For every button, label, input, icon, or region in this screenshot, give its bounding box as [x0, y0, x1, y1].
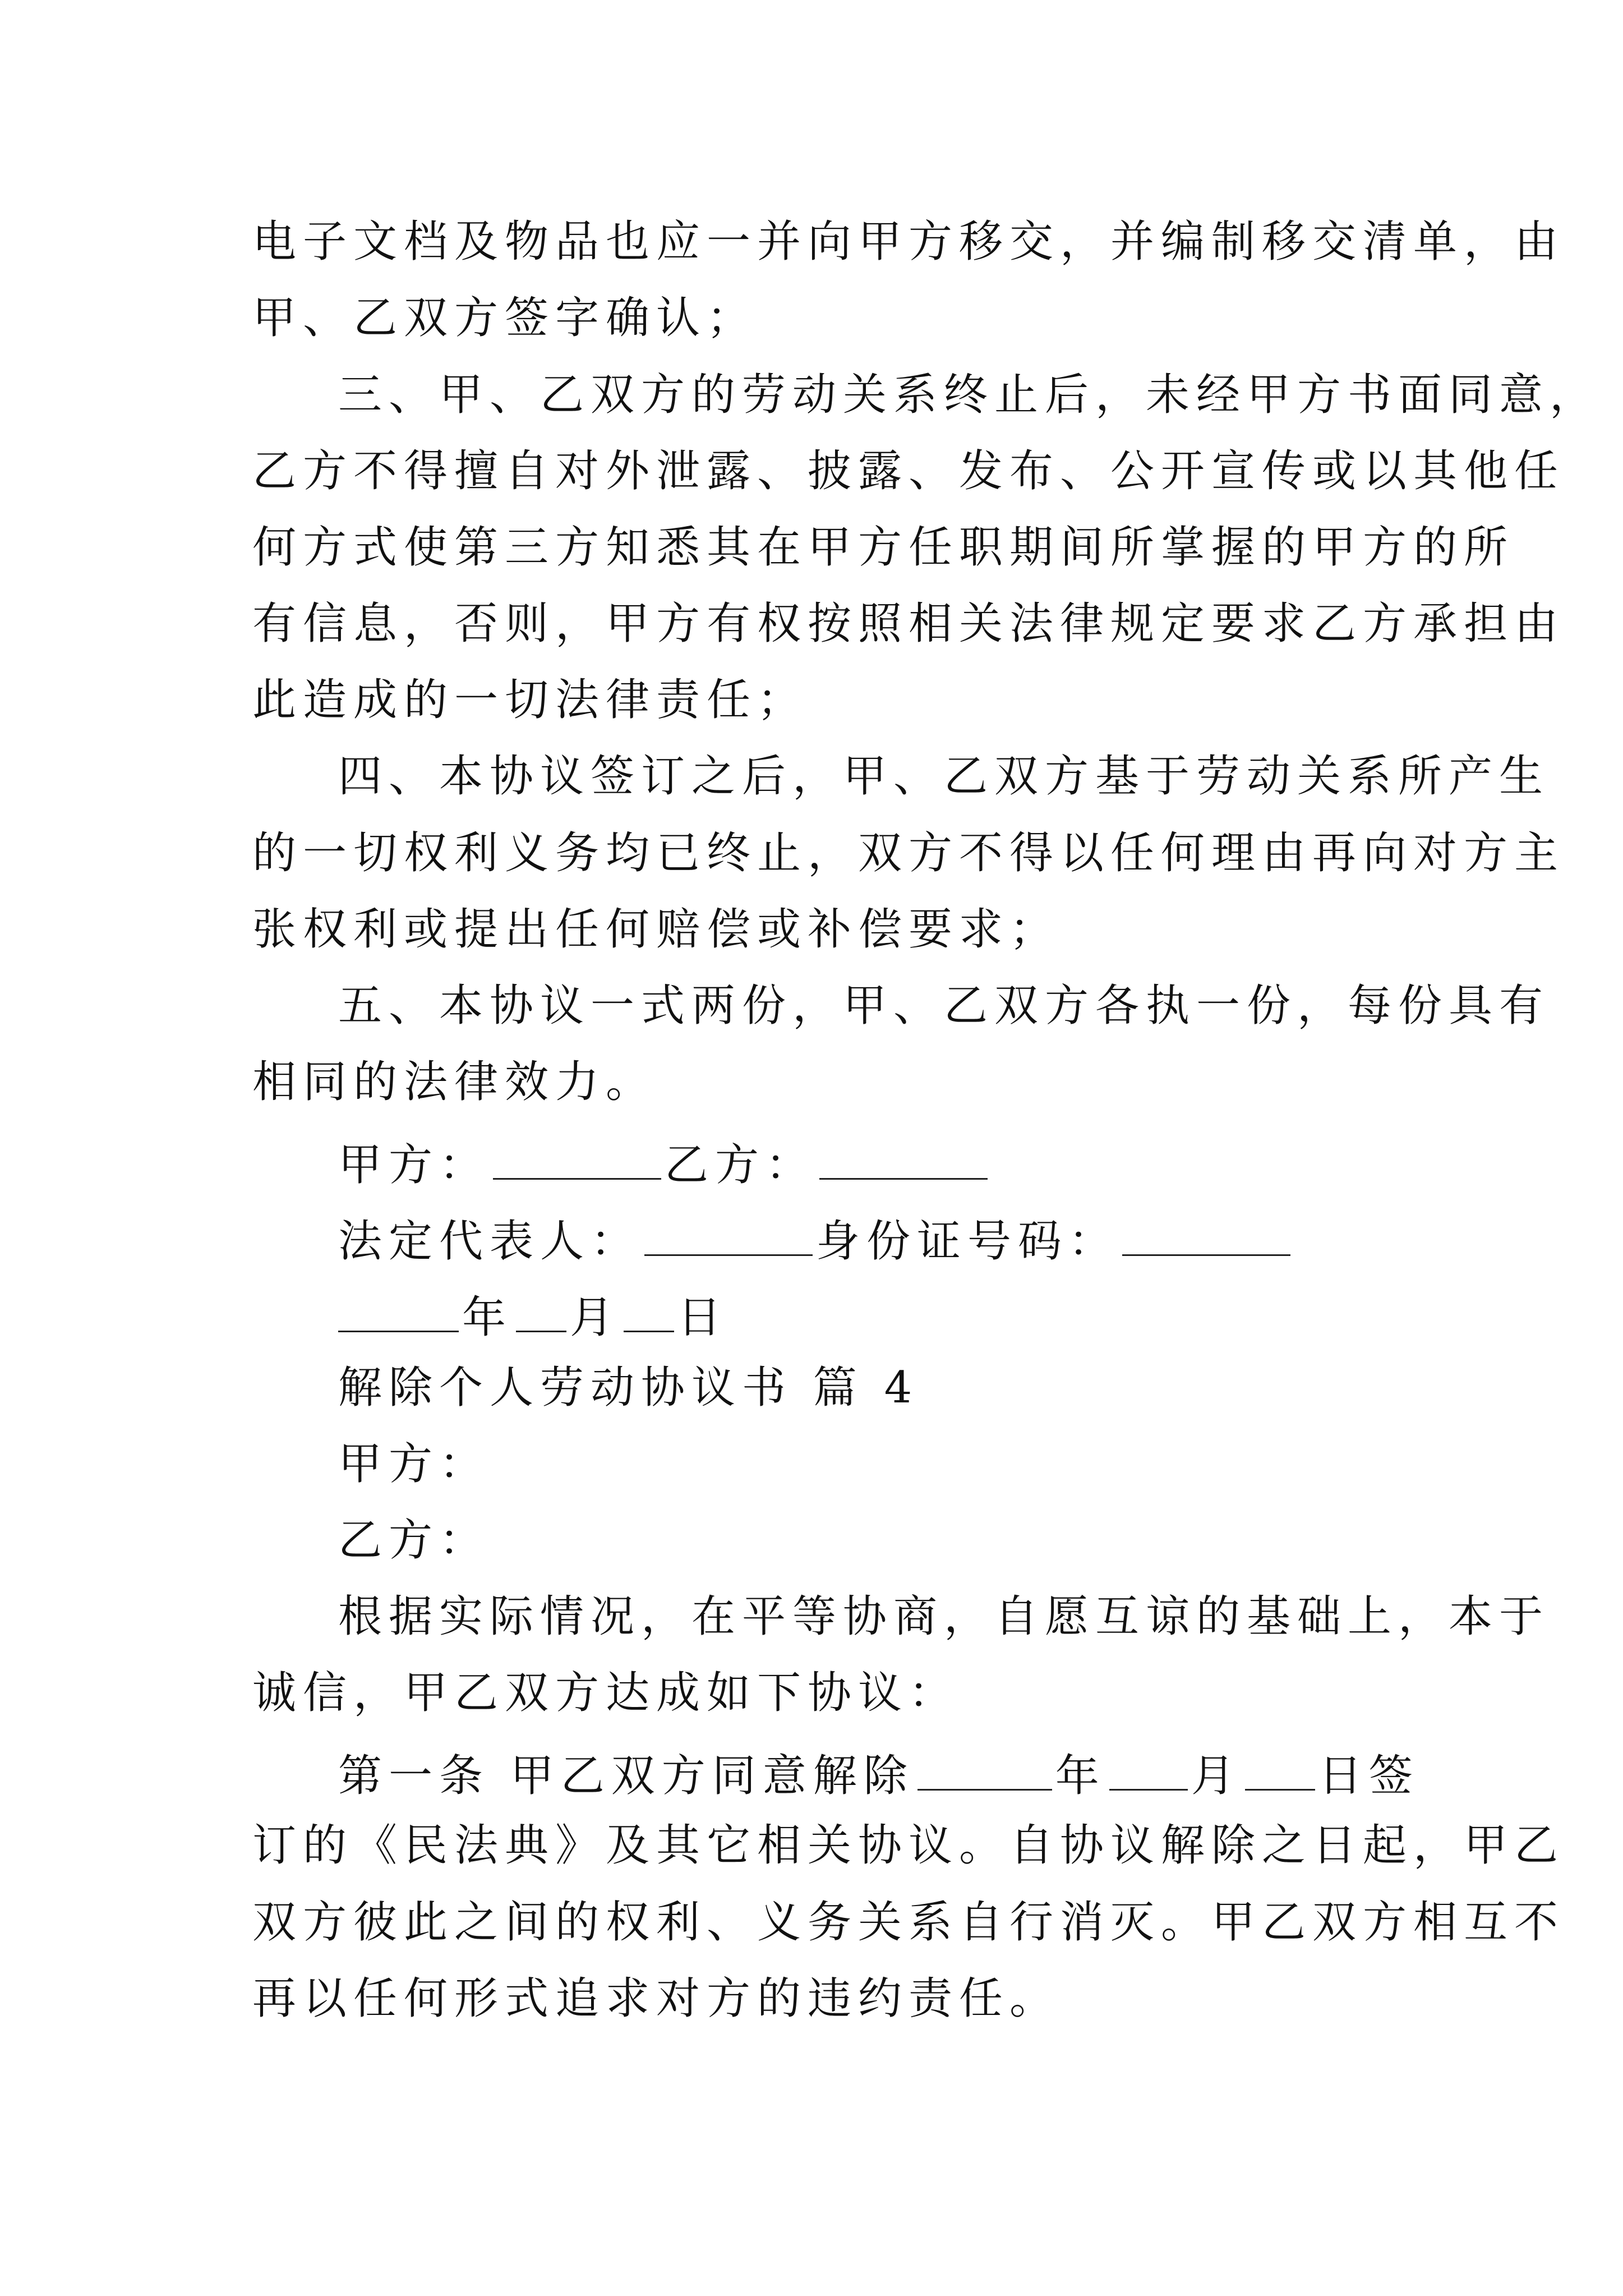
- id-number-label: 身份证号码：: [816, 1216, 1119, 1267]
- body-line: 订的《民法典》及其它相关协议。自协议解除之日起，甲乙: [252, 1820, 1565, 1871]
- intro-line: 诚信，甲乙双方达成如下协议：: [252, 1668, 960, 1718]
- body-line: 张权利或提出任何赔偿或补偿要求；: [252, 904, 1061, 955]
- intro-line: 根据实际情况，在平等协商，自愿互谅的基础上，本于: [338, 1591, 1550, 1642]
- clause-five-line: 五、本协议一式两份，甲、乙双方各执一份，每份具有: [338, 981, 1550, 1031]
- article-month-label: 月: [1191, 1751, 1242, 1802]
- year-blank: [338, 1289, 459, 1332]
- party-b-label: 乙方：: [665, 1140, 817, 1191]
- party-b-blank: [819, 1137, 988, 1180]
- party-a-line: 甲方：: [338, 1439, 490, 1489]
- party-a-blank: [493, 1137, 661, 1180]
- section-title: 解除个人劳动协议书 篇 4: [338, 1363, 919, 1413]
- legal-rep-label: 法定代表人：: [338, 1216, 642, 1267]
- article-year-blank: [917, 1747, 1052, 1791]
- body-line: 双方彼此之间的权利、义务关系自行消灭。甲乙双方相互不: [252, 1897, 1565, 1948]
- article-one-line: [338, 1747, 1419, 1802]
- id-number-blank: [1122, 1213, 1290, 1256]
- legal-rep-blank: [644, 1213, 813, 1256]
- body-line: 乙方不得擅自对外泄露、披露、发布、公开宣传或以其他任: [252, 446, 1565, 496]
- party-b-line: 乙方：: [338, 1515, 490, 1566]
- body-line: 甲、乙双方签字确认；: [252, 293, 758, 343]
- clause-three-line: 三、甲、乙双方的劳动关系终止后，未经甲方书面同意，: [338, 370, 1601, 420]
- party-a-label: 甲方：: [338, 1140, 490, 1191]
- body-line: 有信息，否则，甲方有权按照相关法律规定要求乙方承担由: [252, 599, 1565, 649]
- article-month-blank: [1109, 1747, 1188, 1791]
- month-label: 月: [570, 1292, 621, 1343]
- year-label: 年: [462, 1292, 513, 1343]
- day-label: 日: [677, 1292, 728, 1343]
- article-one-prefix: 第一条 甲乙双方同意解除: [338, 1751, 914, 1802]
- article-year-label: 年: [1055, 1751, 1106, 1802]
- body-line: 的一切权利义务均已终止，双方不得以任何理由再向对方主: [252, 828, 1565, 878]
- article-day-label: 日签: [1318, 1751, 1419, 1802]
- body-line: 何方式使第三方知悉其在甲方任职期间所掌握的甲方的所: [252, 522, 1515, 573]
- body-line: 此造成的一切法律责任；: [252, 675, 808, 725]
- month-blank: [516, 1289, 566, 1332]
- article-day-blank: [1245, 1747, 1315, 1791]
- signature-date-line: [338, 1289, 728, 1343]
- body-line: 再以任何形式追求对方的违约责任。: [252, 1973, 1061, 2024]
- signature-rep-line: [338, 1213, 1294, 1267]
- body-line: 相同的法律效力。: [252, 1057, 657, 1107]
- clause-four-line: 四、本协议签订之后，甲、乙双方基于劳动关系所产生: [338, 751, 1550, 802]
- body-line: 电子文档及物品也应一并向甲方移交，并编制移交清单，由: [252, 217, 1565, 267]
- signature-parties-line: [338, 1137, 991, 1191]
- day-blank: [624, 1289, 674, 1332]
